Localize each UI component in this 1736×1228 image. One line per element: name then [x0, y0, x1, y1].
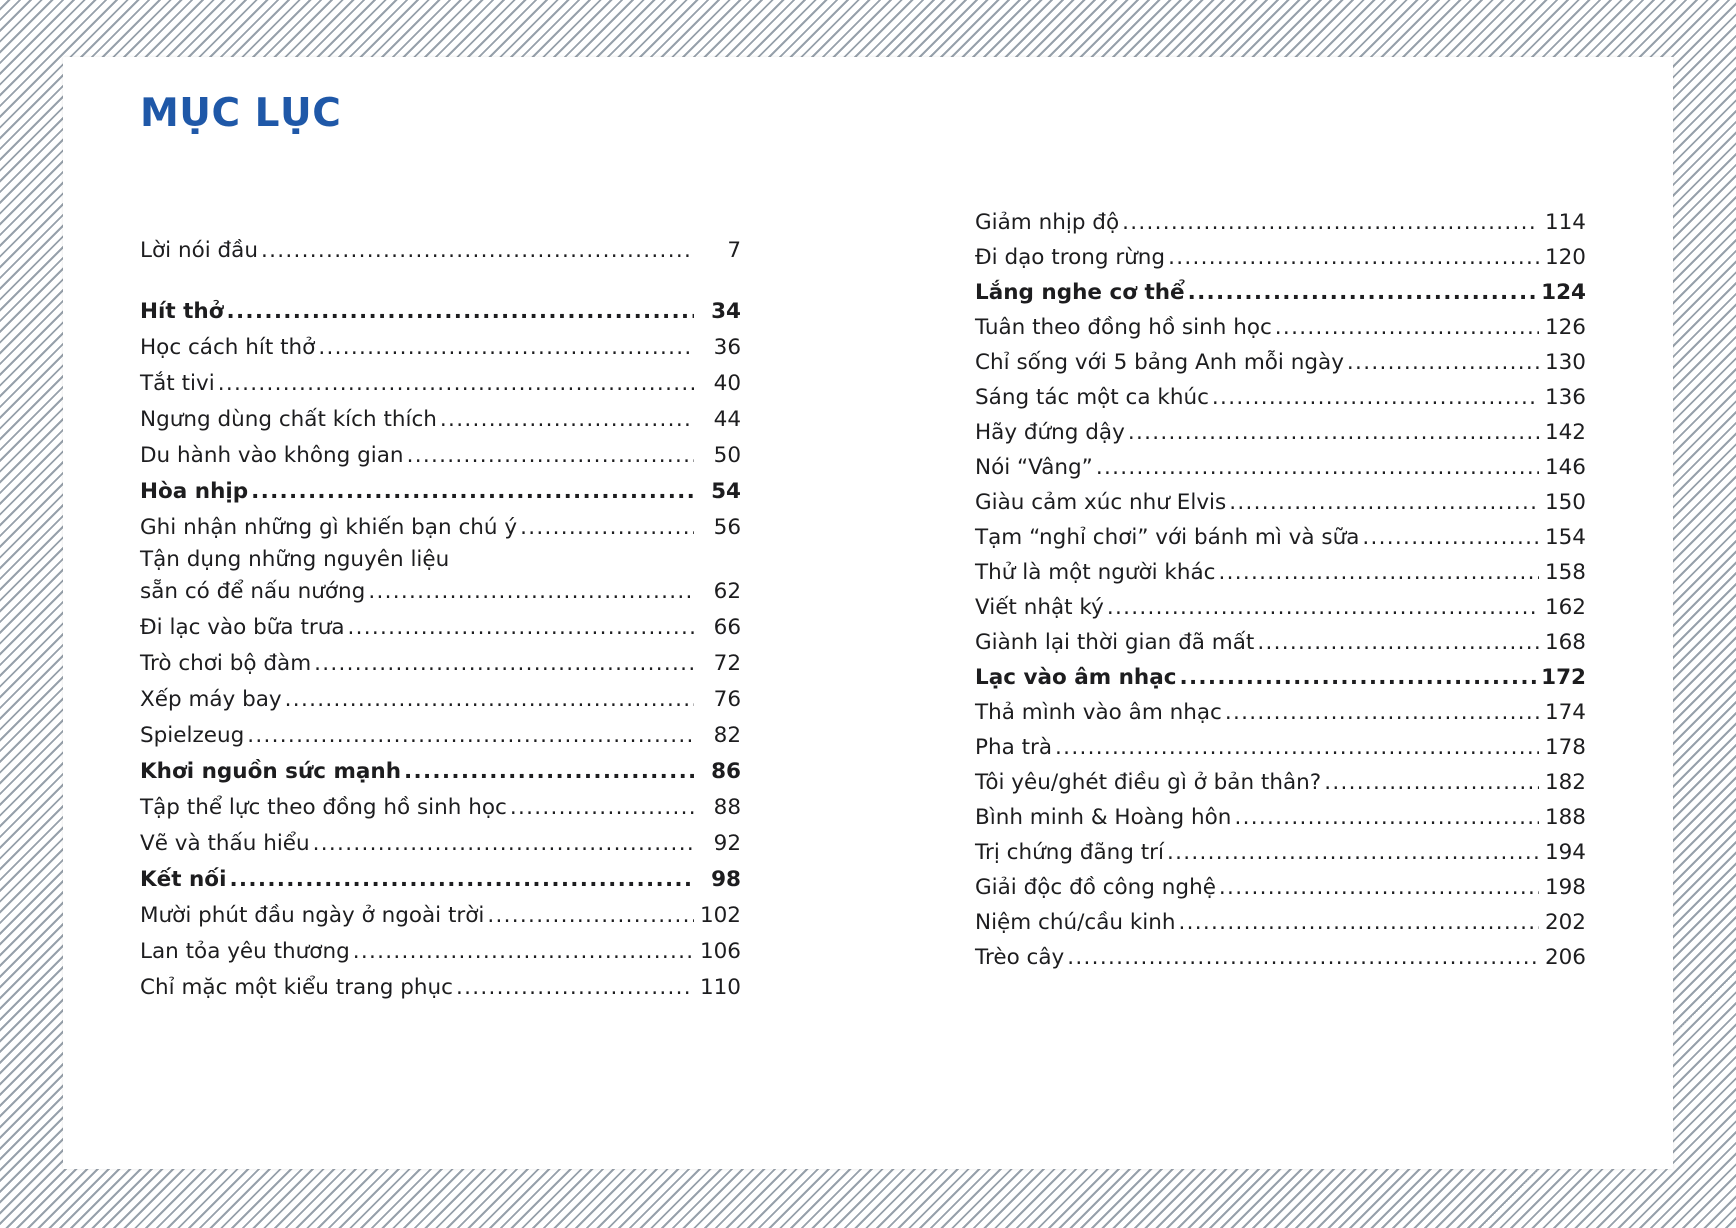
toc-entry	[975, 205, 1586, 240]
dot-leader	[1167, 835, 1539, 870]
page-number: 34	[711, 299, 741, 324]
toc-entry	[140, 438, 741, 474]
page-number: 54	[711, 479, 741, 504]
page-number: 142	[1544, 420, 1586, 445]
page-number: 98	[711, 867, 741, 892]
toc-entry-line	[975, 415, 1586, 450]
entry-label: Tôi yêu/ghét điều gì ở bản thân?	[975, 770, 1322, 795]
toc-entry-line	[975, 660, 1586, 695]
entry-label: Học cách hít thở	[140, 335, 316, 360]
toc-entry	[975, 695, 1586, 730]
entry-label: Du hành vào không gian	[140, 443, 404, 468]
toc-entry-line	[975, 205, 1586, 240]
entry-label: Đi lạc vào bữa trưa	[140, 615, 345, 640]
toc-entry	[140, 233, 741, 269]
page-number: 62	[713, 579, 741, 604]
toc-entry-line	[140, 898, 741, 934]
dot-leader	[510, 790, 694, 826]
entry-label: Chỉ sống với 5 bảng Anh mỗi ngày	[975, 350, 1344, 375]
page-number: 174	[1544, 700, 1586, 725]
toc-entry-line	[975, 485, 1586, 520]
toc-entry	[975, 380, 1586, 415]
dot-leader	[407, 438, 694, 474]
page-number: 7	[727, 238, 741, 263]
entry-label: Hãy đứng dậy	[975, 420, 1125, 445]
toc-entry	[140, 510, 741, 546]
toc-entry	[140, 970, 741, 1006]
toc-entry-line	[975, 905, 1586, 940]
dot-leader	[404, 754, 694, 790]
page-number: 158	[1544, 560, 1586, 585]
entry-label: Lời nói đầu	[140, 238, 258, 263]
entry-label: Sáng tác một ca khúc	[975, 385, 1209, 410]
toc-entry	[975, 310, 1586, 345]
toc-entry-line	[975, 380, 1586, 415]
toc-entry	[975, 905, 1586, 940]
entry-label: Khơi nguồn sức mạnh	[140, 759, 402, 784]
entry-label: Lạc vào âm nhạc	[975, 665, 1177, 690]
entry-label: Giải độc đồ công nghệ	[975, 875, 1216, 900]
toc-entry-line	[140, 718, 741, 754]
page-number: 36	[713, 335, 741, 360]
page-number: 86	[711, 759, 741, 784]
toc-entry-line	[975, 835, 1586, 870]
entry-label-line2: sẵn có để nấu nướng	[140, 579, 366, 604]
toc-entry	[140, 366, 741, 402]
dot-leader	[1275, 310, 1539, 345]
dot-leader	[1234, 800, 1539, 835]
toc-entry-line	[975, 625, 1586, 660]
toc-entry-line	[140, 366, 741, 402]
page-number: 124	[1541, 280, 1586, 305]
dot-leader	[261, 233, 694, 269]
page-number: 178	[1544, 735, 1586, 760]
dot-leader	[226, 294, 694, 330]
page-number: 88	[713, 795, 741, 820]
toc-entry-line	[975, 870, 1586, 905]
page-number: 146	[1544, 455, 1586, 480]
toc-entry	[140, 718, 741, 754]
entry-label: Thả mình vào âm nhạc	[975, 700, 1222, 725]
dot-leader	[1212, 380, 1539, 415]
entry-label: Pha trà	[975, 735, 1053, 760]
dot-leader	[1188, 275, 1536, 310]
toc-entry-line	[975, 310, 1586, 345]
toc-entry	[140, 826, 741, 862]
toc-column-right	[975, 205, 1586, 975]
dot-leader	[348, 610, 694, 646]
entry-label: Trị chứng đãng trí	[975, 840, 1164, 865]
page-number: 126	[1544, 315, 1586, 340]
page-number: 82	[713, 723, 741, 748]
dot-leader	[1067, 940, 1539, 975]
page-number: 150	[1544, 490, 1586, 515]
dot-leader	[1179, 660, 1536, 695]
toc-page	[63, 57, 1673, 1169]
entry-label: Giảm nhịp độ	[975, 210, 1120, 235]
entry-label: Chỉ mặc một kiểu trang phục	[140, 975, 453, 1000]
entry-label: Hòa nhịp	[140, 479, 249, 504]
dot-leader	[487, 898, 694, 934]
dot-leader	[1096, 450, 1539, 485]
entry-label: Thử là một người khác	[975, 560, 1216, 585]
toc-entry	[975, 800, 1586, 835]
toc-entry	[975, 590, 1586, 625]
page-number: 194	[1544, 840, 1586, 865]
toc-entry-line	[140, 646, 741, 682]
dot-leader	[318, 330, 694, 366]
toc-entry	[140, 754, 741, 790]
toc-entry	[975, 660, 1586, 695]
entry-label: Giành lại thời gian đã mất	[975, 630, 1255, 655]
toc-entry-line	[140, 682, 741, 718]
entry-label: Tận dụng những nguyên liệu	[140, 547, 450, 572]
dot-leader	[1225, 695, 1539, 730]
toc-entry-line	[975, 940, 1586, 975]
page-number: 106	[699, 939, 741, 964]
dot-leader	[218, 366, 694, 402]
dot-leader	[1122, 205, 1539, 240]
dot-leader	[1324, 765, 1539, 800]
dot-leader	[456, 970, 694, 1006]
dot-leader	[1362, 520, 1539, 555]
page-number: 154	[1544, 525, 1586, 550]
page-number: 72	[713, 651, 741, 676]
toc-entry-line	[140, 754, 741, 790]
toc-entry	[140, 646, 741, 682]
toc-entry	[140, 474, 741, 510]
page-number: 168	[1544, 630, 1586, 655]
entry-label: Mười phút đầu ngày ở ngoài trời	[140, 903, 485, 928]
page-number: 120	[1544, 245, 1586, 270]
toc-entry-line	[975, 275, 1586, 310]
entry-label: Trèo cây	[975, 945, 1065, 970]
toc-entry	[140, 294, 741, 330]
dot-leader	[313, 826, 694, 862]
toc-entry	[975, 870, 1586, 905]
toc-entry-line	[140, 790, 741, 826]
entry-label: Spielzeug	[140, 723, 245, 748]
entry-label: Bình minh & Hoàng hôn	[975, 805, 1232, 830]
toc-entry	[975, 240, 1586, 275]
entry-label: Hít thở	[140, 299, 224, 324]
entry-label: Giàu cảm xúc như Elvis	[975, 490, 1227, 515]
toc-entry-line	[975, 730, 1586, 765]
page-number: 40	[713, 371, 741, 396]
dot-leader	[1055, 730, 1539, 765]
toc-entry	[975, 765, 1586, 800]
toc-entry-line	[140, 510, 741, 546]
dot-leader	[1168, 240, 1539, 275]
page-number: 202	[1544, 910, 1586, 935]
toc-entry-line	[140, 934, 741, 970]
toc-entry-line	[975, 520, 1586, 555]
dot-leader	[314, 646, 694, 682]
toc-entry	[975, 555, 1586, 590]
toc-entry	[140, 330, 741, 366]
toc-entry	[975, 730, 1586, 765]
page-number: 50	[713, 443, 741, 468]
dot-leader	[1179, 905, 1539, 940]
toc-entry-line	[975, 765, 1586, 800]
entry-label: Viết nhật ký	[975, 595, 1104, 620]
toc-entry-line	[975, 800, 1586, 835]
dot-leader	[353, 934, 694, 970]
toc-entry	[975, 835, 1586, 870]
page-number: 66	[713, 615, 741, 640]
entry-label: Tập thể lực theo đồng hồ sinh học	[140, 795, 507, 820]
entry-label: Xếp máy bay	[140, 687, 282, 712]
toc-entry-line	[975, 345, 1586, 380]
page-number: 110	[699, 975, 741, 1000]
toc-entry	[975, 940, 1586, 975]
dot-leader	[285, 682, 694, 718]
toc-entry-line	[140, 233, 741, 269]
entry-label: Ghi nhận những gì khiến bạn chú ý	[140, 515, 518, 540]
page-number: 206	[1544, 945, 1586, 970]
toc-entry-line	[140, 330, 741, 366]
page-number: 162	[1544, 595, 1586, 620]
toc-entry-line	[975, 240, 1586, 275]
toc-entry-line	[140, 862, 741, 898]
toc-entry-line	[140, 574, 741, 610]
dot-leader	[1229, 485, 1539, 520]
page-number: 44	[713, 407, 741, 432]
dot-leader	[247, 718, 694, 754]
toc-entry	[140, 682, 741, 718]
dot-leader	[251, 474, 694, 510]
page-number: 92	[713, 831, 741, 856]
toc-column-left	[140, 233, 741, 1006]
dot-leader	[1257, 625, 1539, 660]
page-number: 182	[1544, 770, 1586, 795]
toc-entry	[140, 610, 741, 646]
dot-leader	[1107, 590, 1539, 625]
page-number: 102	[699, 903, 741, 928]
page-number: 114	[1544, 210, 1586, 235]
toc-entry	[140, 402, 741, 438]
toc-entry	[975, 625, 1586, 660]
page-title: MỤC LỤC	[140, 91, 342, 136]
entry-label: Tạm “nghỉ chơi” với bánh mì và sữa	[975, 525, 1360, 550]
dot-leader	[1347, 345, 1539, 380]
toc-entry-line	[140, 438, 741, 474]
page-number: 76	[713, 687, 741, 712]
dot-leader	[229, 862, 694, 898]
toc-entry	[975, 485, 1586, 520]
toc-entry	[140, 546, 741, 610]
toc-entry-line	[140, 610, 741, 646]
toc-entry-line	[975, 695, 1586, 730]
toc-entry-line	[140, 402, 741, 438]
toc-entry	[975, 520, 1586, 555]
toc-entry	[140, 790, 741, 826]
toc-entry-line	[140, 294, 741, 330]
dot-leader	[440, 402, 694, 438]
entry-label: Trò chơi bộ đàm	[140, 651, 312, 676]
toc-entry-line	[975, 555, 1586, 590]
entry-label: Vẽ và thấu hiểu	[140, 831, 310, 856]
entry-label: Lan tỏa yêu thương	[140, 939, 350, 964]
page-number: 198	[1544, 875, 1586, 900]
entry-label: Đi dạo trong rừng	[975, 245, 1166, 270]
entry-label: Nói “Vâng”	[975, 455, 1093, 480]
toc-entry	[140, 862, 741, 898]
page-number: 172	[1541, 665, 1586, 690]
toc-entry-line	[140, 970, 741, 1006]
entry-label: Kết nối	[140, 867, 227, 892]
entry-label: Tắt tivi	[140, 371, 215, 396]
page-number: 136	[1544, 385, 1586, 410]
dot-leader	[368, 574, 694, 610]
entry-label: Tuân theo đồng hồ sinh học	[975, 315, 1272, 340]
dot-leader	[1219, 870, 1539, 905]
toc-entry	[140, 898, 741, 934]
toc-entry	[975, 345, 1586, 380]
entry-label: Ngưng dùng chất kích thích	[140, 407, 437, 432]
toc-entry	[975, 450, 1586, 485]
dot-leader	[520, 510, 694, 546]
toc-entry-line	[975, 590, 1586, 625]
toc-entry	[975, 415, 1586, 450]
toc-entry-line	[975, 450, 1586, 485]
toc-entry-line	[140, 474, 741, 510]
toc-entry	[975, 275, 1586, 310]
dot-leader	[1128, 415, 1539, 450]
page-number: 56	[713, 515, 741, 540]
entry-label: Niệm chú/cầu kinh	[975, 910, 1176, 935]
toc-entry	[140, 934, 741, 970]
dot-leader	[1219, 555, 1540, 590]
entry-label: Lắng nghe cơ thể	[975, 280, 1185, 305]
page-number: 130	[1544, 350, 1586, 375]
page-number: 188	[1544, 805, 1586, 830]
toc-entry-line	[140, 826, 741, 862]
